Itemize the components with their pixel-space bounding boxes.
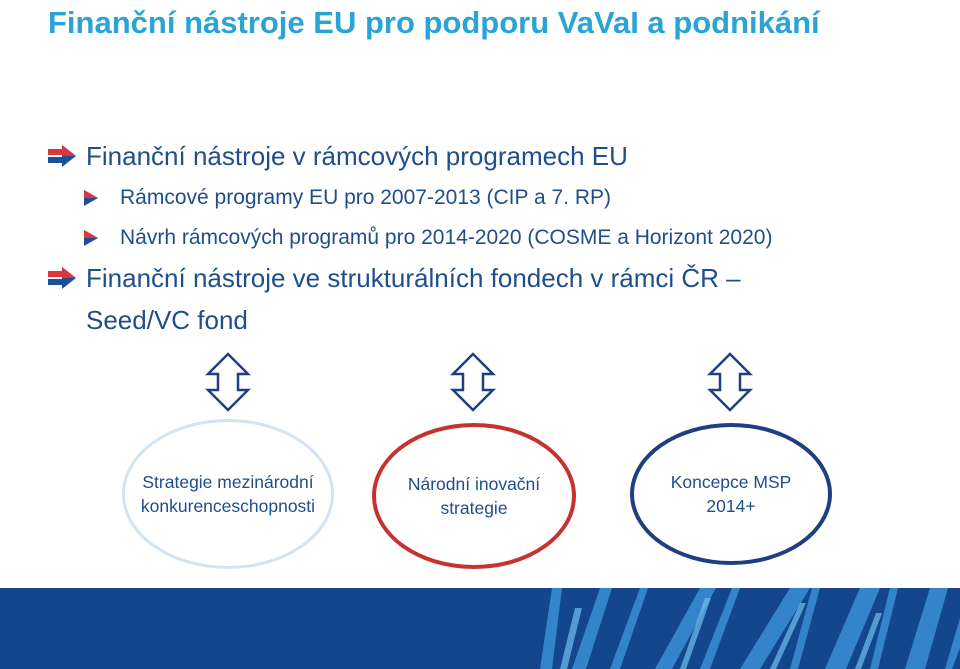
bullet-text-line2: Seed/VC fond — [86, 305, 248, 335]
double-vertical-arrow-icon — [449, 352, 497, 412]
subbullet-framework-2007-2013 — [84, 182, 611, 214]
bullet-text: Finanční nástroje v rámcových programech EU — [86, 141, 628, 171]
ellipse-text-line1: Národní inovační — [407, 474, 541, 494]
double-vertical-arrow-icon — [204, 352, 252, 412]
subbullet-text: Rámcové programy EU pro 2007-2013 (CIP a 7. RP) — [120, 186, 611, 209]
ellipse-text-line2: 2014+ — [706, 496, 756, 516]
double-vertical-arrow-icon — [706, 352, 754, 412]
ellipse-text-line1: Strategie mezinárodní — [142, 472, 314, 492]
decorative-stripes — [0, 588, 960, 669]
bullet-triangle-icon — [84, 230, 98, 246]
bullet-financial-instruments-eu — [48, 136, 628, 176]
bullet-structural-funds — [48, 258, 741, 298]
ellipse-text-line1: Koncepce MSP — [670, 472, 792, 492]
ellipse-text-line2: strategie — [440, 498, 508, 518]
bullet-triangle-icon — [84, 190, 98, 206]
strategy-ellipse-international-competitiveness — [122, 419, 334, 569]
strategy-ellipse-national-innovation — [372, 423, 576, 569]
subbullet-text: Návrh rámcových programů pro 2014-2020 (COSME a Horizont 2020) — [120, 226, 773, 249]
ellipse-text-line2: konkurenceschopnosti — [140, 496, 316, 516]
bullet-structural-funds-continued — [86, 300, 248, 340]
bullet-text-line1: Finanční nástroje ve strukturálních fondech v rámci ČR – — [86, 263, 741, 293]
bullet-arrow-icon — [48, 145, 78, 167]
bullet-arrow-icon — [48, 267, 78, 289]
slide-title: Finanční nástroje EU pro podporu VaVaI a podnikání — [48, 5, 820, 40]
strategy-ellipse-sme-concept — [630, 423, 832, 565]
footer-band — [0, 588, 960, 669]
subbullet-framework-2014-2020 — [84, 222, 772, 254]
